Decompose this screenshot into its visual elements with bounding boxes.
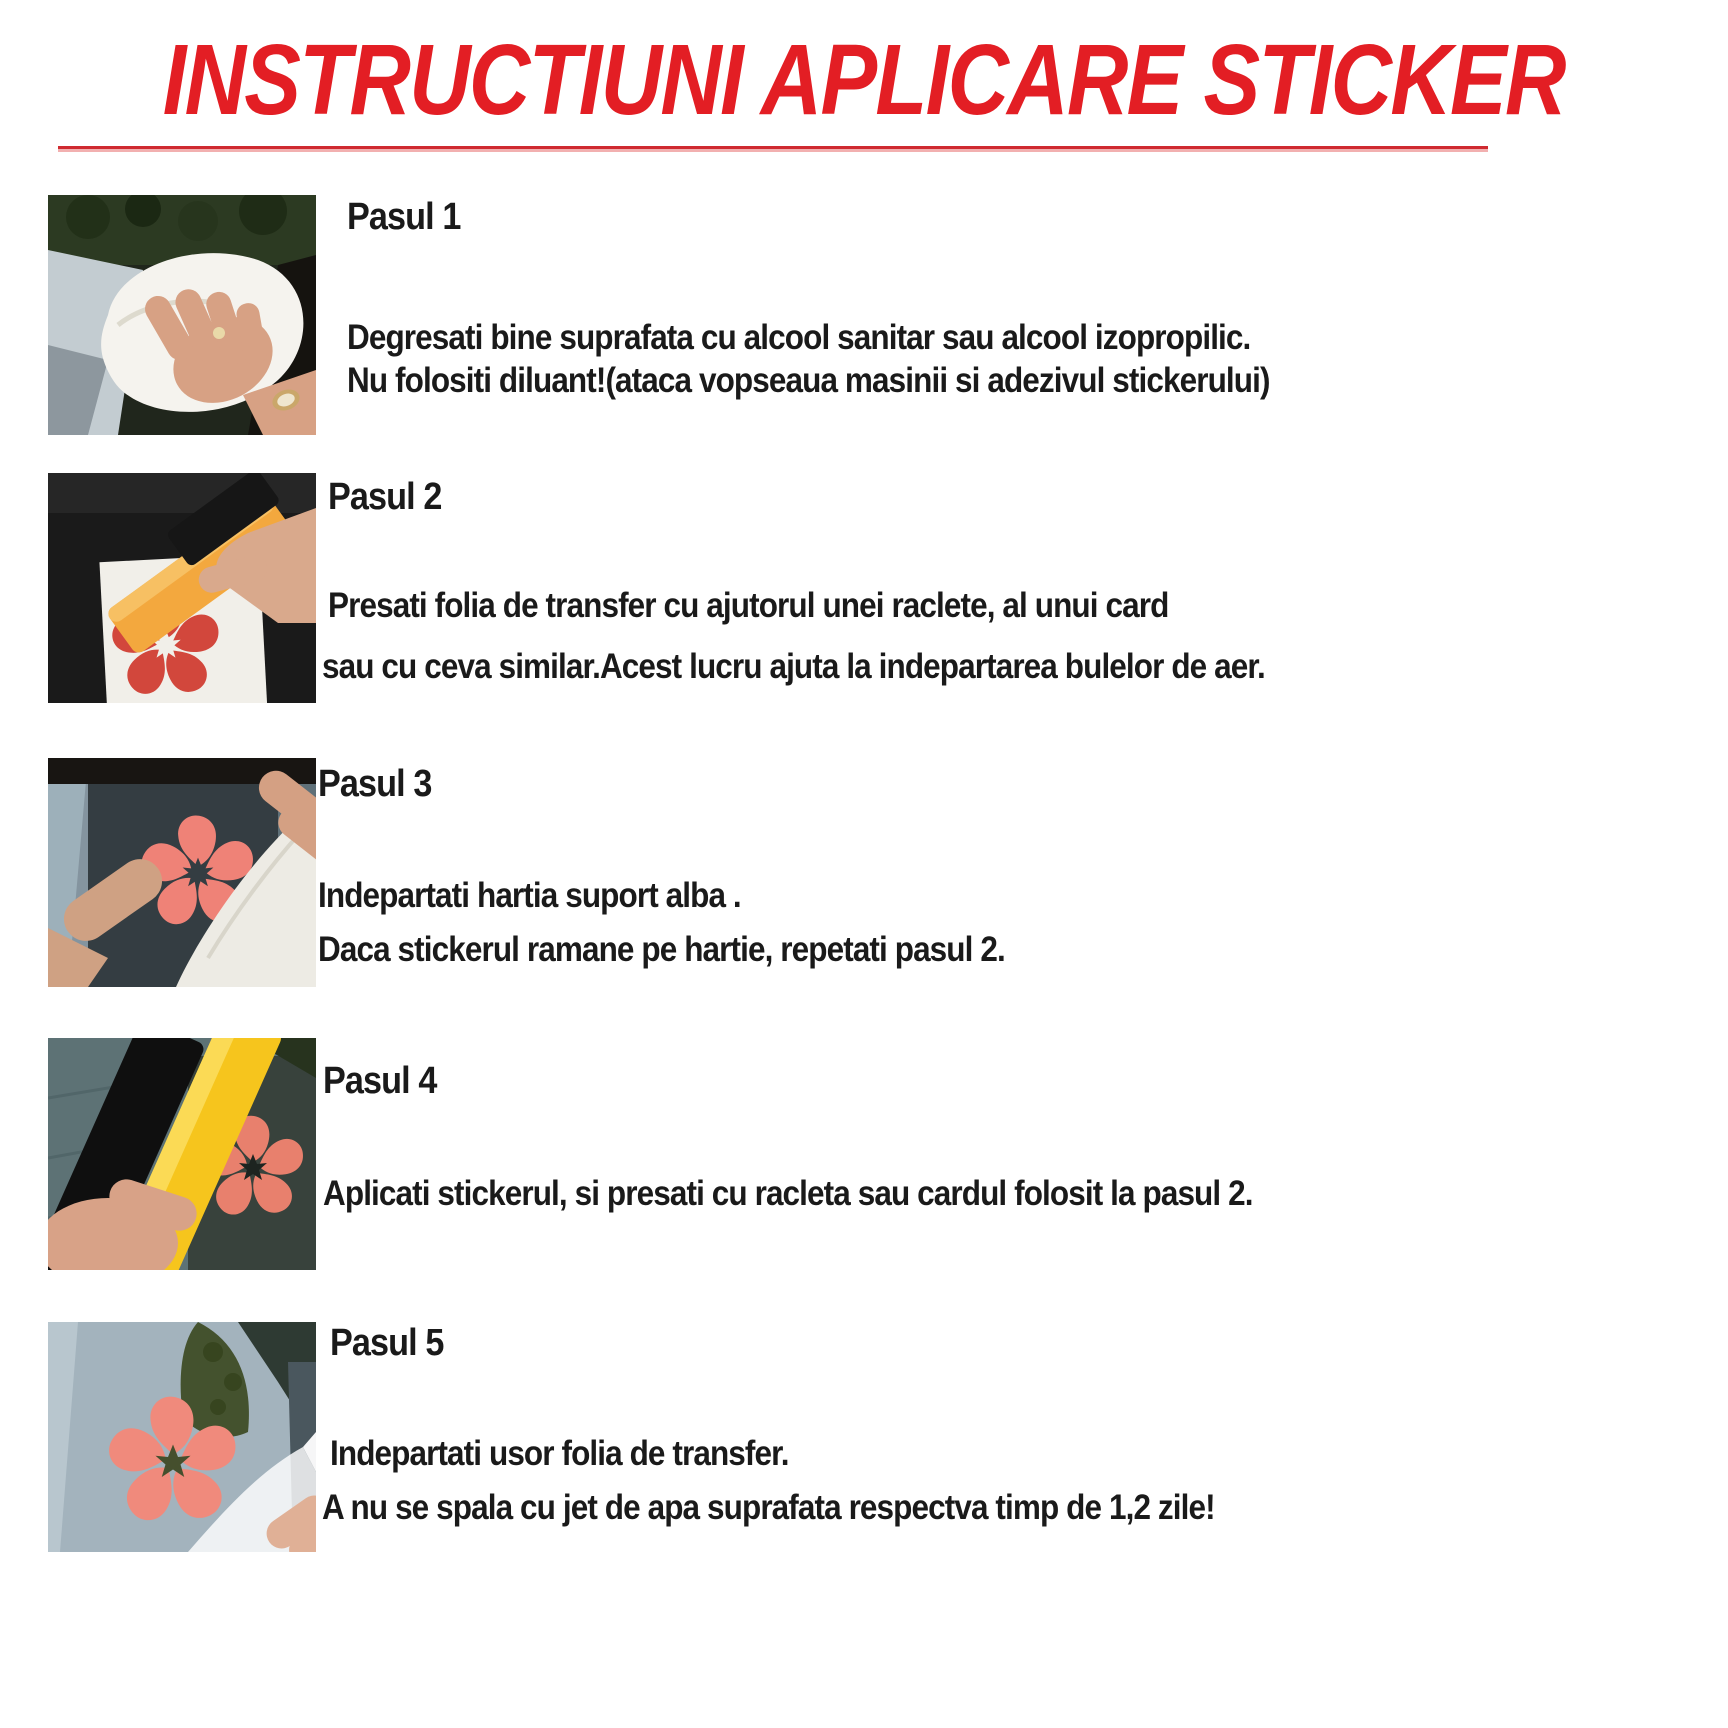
step-5-line-2: A nu se spala cu jet de apa suprafata respectva timp de 1,2 zile! <box>322 1488 1215 1527</box>
step-2-line-2: sau cu ceva similar.Acest lucru ajuta la indepartarea bulelor de aer. <box>322 647 1265 686</box>
ring <box>213 327 225 339</box>
trees-reflection <box>48 195 316 265</box>
step-3-line-2: Daca stickerul ramane pe hartie, repetati pasul 2. <box>318 930 1005 969</box>
step-1-line-2: Nu folositi diluant!(ataca vopseaua masinii si adezivul stickerului) <box>347 361 1270 400</box>
step-4-photo <box>48 1038 316 1270</box>
step-4-heading: Pasul 4 <box>323 1060 437 1102</box>
step-5-line-1: Indepartati usor folia de transfer. <box>330 1434 789 1473</box>
step-5-heading: Pasul 5 <box>330 1322 444 1364</box>
step-4-line-1: Aplicati stickerul, si presati cu racleta sau cardul folosit la pasul 2. <box>323 1174 1253 1213</box>
step-3-photo <box>48 758 316 987</box>
page-title <box>0 24 1728 136</box>
step-5-photo <box>48 1322 316 1552</box>
step-1-photo <box>48 195 316 435</box>
step-3-line-1: Indepartati hartia suport alba . <box>318 876 741 915</box>
step-2-photo <box>48 473 316 703</box>
step-1-line-1: Degresati bine suprafata cu alcool sanitar sau alcool izopropilic. <box>347 318 1251 357</box>
title-underline <box>58 146 1488 149</box>
step-2-heading: Pasul 2 <box>328 476 442 518</box>
step-2-line-1: Presati folia de transfer cu ajutorul unei raclete, al unui card <box>328 586 1169 625</box>
step-3-heading: Pasul 3 <box>318 763 432 805</box>
page-title-text: INSTRUCTIUNI APLICARE STICKER <box>162 24 1565 136</box>
step-1-heading: Pasul 1 <box>347 196 461 238</box>
